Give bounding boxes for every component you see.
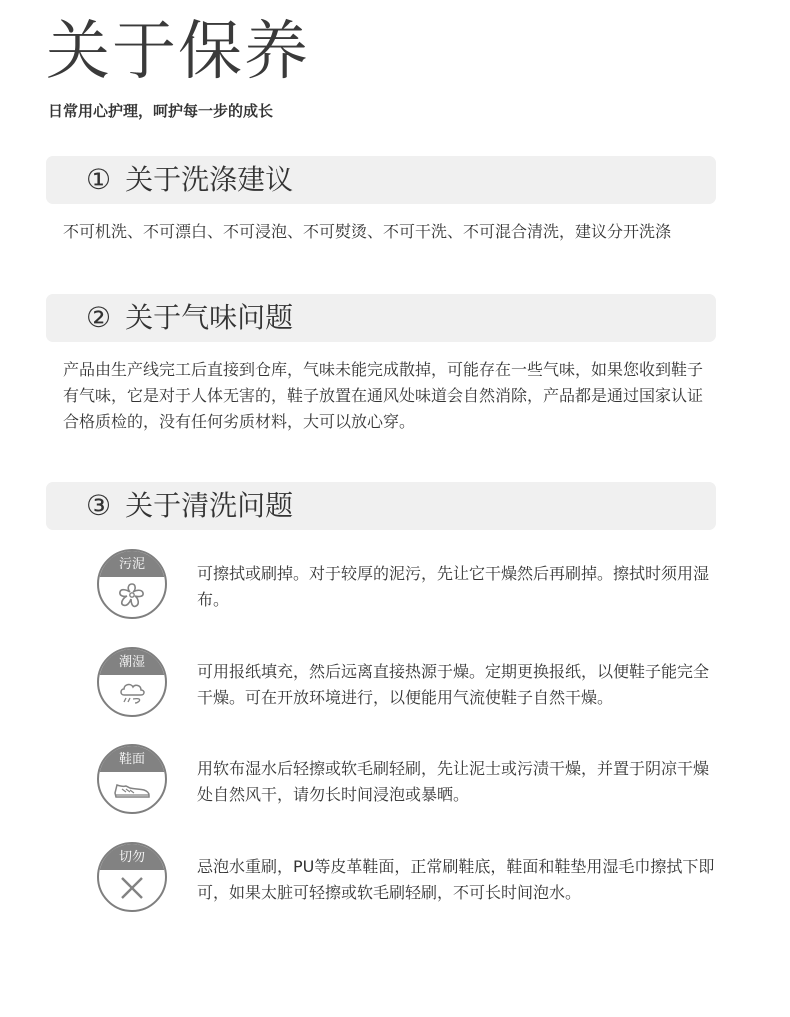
damp-care-text: 可用报纸填充，然后远离直接热源于燥。定期更换报纸，以便鞋子能完全干燥。可在开放环境进行，以便能用气流使鞋子自然干燥。 (197, 662, 710, 707)
section-title-text: 关于洗涤建议 (125, 163, 294, 196)
dirt-splat-icon (114, 579, 150, 613)
section-number: ① (86, 163, 112, 196)
avoid-badge (97, 842, 167, 912)
section-number: ③ (86, 489, 112, 522)
care-item-dirt (97, 549, 717, 621)
upper-badge (97, 744, 167, 814)
badge-label: 鞋面 (118, 752, 145, 767)
odor-text: 产品由生产线完工后直接到仓库，气味未能完成散掉，可能存在一些气味，如果您收到鞋子有气味，它是对于人体无害的，鞋子放置在通风处味道会自然消除，产品都是通过国家认证合格质检的，没有任何劣质材料，大可以放心穿。 (63, 360, 704, 431)
cloud-rain-icon (114, 677, 150, 711)
section-title-text: 关于清洗问题 (125, 489, 294, 522)
section-header-odor (46, 294, 716, 342)
washing-advice-text: 不可机洗、不可漂白、不可浸泡、不可熨烫、不可干洗、不可混合清洗，建议分开洗涤 (63, 222, 672, 241)
dirt-badge (97, 549, 167, 619)
page-subtitle: 日常用心护理，呵护每一步的成长 (48, 102, 274, 120)
avoid-care-text: 忌泡水重刷，PU等皮革鞋面，正常刷鞋底，鞋面和鞋垫用湿毛巾擦拭下即可，如果太脏可轻擦或软毛刷轻刷，不可长时间泡水。 (197, 857, 715, 902)
cross-icon (114, 872, 150, 906)
section-title (86, 294, 293, 342)
section-title (86, 156, 293, 204)
section-title (86, 482, 293, 530)
section-number: ② (86, 301, 112, 334)
dirt-care-text: 可擦拭或刷掉。对于较厚的泥污，先让它干燥然后再刷掉。擦拭时须用湿布。 (197, 564, 710, 609)
section-header-cleaning (46, 482, 716, 530)
section-title-text: 关于气味问题 (125, 301, 294, 334)
sneaker-icon (114, 774, 150, 808)
badge-label: 污泥 (118, 557, 145, 572)
care-item-damp (97, 647, 717, 719)
badge-label: 切勿 (118, 850, 145, 865)
upper-care-text: 用软布湿水后轻擦或软毛刷轻刷，先让泥士或污渍干燥，并置于阴凉干燥处自然风干，请勿长时间浸泡或暴晒。 (197, 759, 710, 804)
care-item-upper (97, 744, 717, 816)
badge-label: 潮湿 (118, 655, 145, 670)
damp-badge (97, 647, 167, 717)
care-item-avoid (97, 842, 717, 914)
section-header-washing (46, 156, 716, 204)
page-title: 关于保养 (46, 15, 310, 89)
